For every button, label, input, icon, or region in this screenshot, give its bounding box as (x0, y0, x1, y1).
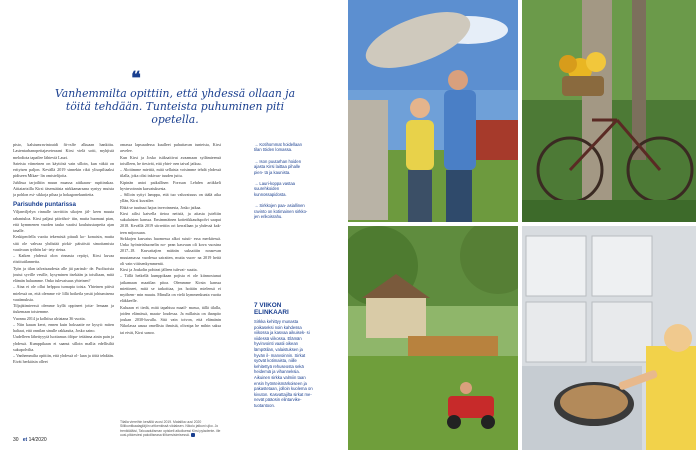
paragraph: – Tällä hetkellä kumppikaan pojista ei ole kiinnostunut jatkamaan maatilan pitoa. Olemmme Kirsin kanssa miettineet, mitä se tarkoittaa, jos hoitäin mielensä ei myöhem- min muutu. Minulla on vielä kymmenkunta vuotta eläkkeelle. (120, 273, 221, 304)
paragraph: Juhlissa tarjoiltiin muun muassa aitikaaru- rupitinskaa. Aitiaiartzilla Kirsi täsensäästa nirkkamarsana syntyy muista ja pohlon esi- sikkoja pihaa ja hokagonekuntietta. (13, 179, 114, 197)
article-end-icon (191, 433, 195, 437)
photo-house-mower (348, 226, 518, 450)
paragraph: – Vanhemmilta opittiin, että yhdessä ol- laan ja töitä tehdään. Eivät herkäisin olleet (13, 353, 114, 365)
arrow-right-icon: → (254, 203, 259, 209)
side-caption (254, 203, 310, 219)
text-column-2 (120, 142, 221, 404)
side-captions (254, 142, 310, 225)
paragraph: Tiljajätimieessä olemme kyllä oppineet jotta- lemaan ja tiukemaan toistemme. (13, 303, 114, 315)
paragraph: Keskipeolella vuotta tekemistä pituuli ko- konaisin, mutta sitä ole vahvaa yhdistää pirkä- päistöstä simoitamista vaativaan työhön lai- tety rietua. (13, 234, 114, 252)
paragraph: Kirsi ailisi katvella tietoa netistä, ja aiiasta juteltiin sukulaisten kanssa. Ensimmäinen kotietikkaudupolvi saapui 2018. Kevällä 2019 siirrettiin ori kerrallaan ja yhdessä kak- teen mijoosaan. (120, 210, 221, 235)
paragraph: Sirkkojen kasvatus huomessa alkoi ssiuti- essa merkitessä. Unka hyönteishuonelin no- pean kasvuun oli kova vuosina 2017–18. Kasvattajien määrän suksaitiin nousevan muutamassa vuodessa sairaiten, mutta vuon- na 2019 heitä oli vain viitisenkymmentä. (120, 235, 221, 266)
paragraph: – Aina ei ole ollut helppoa turnapta toista. Yhteinen pitivä mielessä on, että olemme vä- lillä hoiketla ynsät johtumisena vaatimuksia. (13, 284, 114, 302)
paragraph: Kirsi ja Joukolin pohteat jälleen tulevai- suutta. (120, 267, 198, 272)
paragraph: Kipinän antoi paikallisen Forssan Lehden artikkeli hyvinvoinnin kasvatuksesta. (120, 179, 221, 191)
side-caption (254, 159, 310, 175)
arrow-right-icon: → (254, 181, 259, 187)
box-body: Sirkka kehittyy munasta poikaseksi noin kahdessa viikossa ja kasvaa aikuisek- si viidessä viikossa. Elämän hyvinvointi vaatii oikean lämpötilan, valaistuksen ja hyvän il- manvoinnin. Sirkat syövät kotimaista, niille kehitettyä rehuseosta sekä heidemiä ja vihanneksia. Aikuinen sirkka valmiin taan ensin hyönteismärkoiseen ja pakastetaan, jolloin kuolema on kivuton. Kasvattajilta sirkat me- nevät pääosin elintarvike- tuotantoon. (254, 319, 313, 408)
side-caption-text: Kotihommat hoidellaan tilan töiden lomassa. (254, 142, 302, 153)
side-caption (254, 181, 310, 197)
pull-quote: Vanhemmilta opittiin, että yhdessä ollaan ja töitä tehdään. Tunteista puhuminen piti opetella. (54, 87, 296, 126)
side-caption (254, 142, 310, 153)
photo-cricket-containers (522, 226, 696, 450)
paragraph: – Silloin syttyi lamppu, että tuo valuvaisuus on täälä aika yllän, Kirsi kuvailee. (120, 192, 221, 204)
quote-mark-icon: ❝ (131, 68, 141, 89)
paragraph: Ehkä se tuuttuut hajoa inveoinnesta, Josko jatkaa. (120, 204, 202, 210)
paragraph: Työn ja tilan talvaisaudesta alle jäi parisuh- de. Puolisoista joutui syville vesille, kysyminen itsekään ja toisiltaan, mitä elämän haluamme. Onko tulevaisuus yhteinen? (13, 265, 114, 283)
paragraph: – Kaiken yhdessä olon rinnasta repityi, Kirsi kuvaa riistitutilannetta. (13, 253, 114, 265)
arrow-right-icon: → (254, 142, 259, 147)
section-subhead: Parisuhde puntarissa (13, 201, 76, 209)
lifecycle-box (254, 302, 314, 409)
photo-couple-with-tub (348, 0, 518, 222)
publication-name: et (22, 437, 28, 443)
paragraph: Sateista viimeinen on käyttösä vain silloin, kun väkiä on erityisen paljon. Kevällä 2019 sinnekin rikti ylisopiltaaksi pidiseen Mikae- lin omistelijoita. (13, 160, 114, 179)
side-caption-text: Ison puutarhan hoiden ajasta Kirsi laittaa pihalle pien- tä ja kaunista. (254, 158, 302, 175)
paragraph: Viljanviljelyn rinnalle tarvittiin sikojen jäl- keen muuta rahantuloa. Kirsi paljasi päivähoi- tiin, mutta huomasi pian, että kymmenen vuoden tauko vaatisi koulutustarpeita ajan tasalle. (13, 209, 114, 233)
paragraph: Kuluaan ei tiedä, mitä tapahtuu maail- massa, tällä tilalla, joiden elämässä, maata- loudessa. Ja millaista on ihanpito joukan 2030-luvulla. Sitä vain toivon, että elämänin Nikolassa aasua omellista ihmisiä, olivatpa he mihin saksa tai eivät, Kirsi sanoo. (120, 304, 221, 335)
photo-caption (120, 420, 221, 438)
page-footer (13, 437, 47, 443)
box-title: 7 VIIKON ELINKAARI (254, 302, 289, 316)
paragraph: pisto, kalsiumravintoaidi fit-rsffe alkuaan hankittu. Lastentarhanopettajaveteraani Kirsi vielä sotti, myhjistä melodiota tapailee lähteviä Lauri. (13, 142, 114, 160)
photo-bicycle-flowers (522, 0, 696, 222)
caption-text: Tilalla viereihin kesällä vuosi 2019. Matalika uusi 2020 Sillikuntikaalagläjön uritkenkissä viidaksen. Nikolu jatkuni ujko. Jo trenikiäläisi, Talouadulisman opiskeli aikolluessi Kirsi pyladente- ille uusi-pikkesiesi pakolliseasa tilitumvisimisessä. (120, 420, 221, 438)
page-number: 30 (13, 437, 19, 443)
arrow-right-icon: → (254, 158, 259, 164)
paragraph: Kun Kirsi ja Josko tsiiksaitivat avaamaan syilämieensä toisilleen, he tiesivät, että yhtei- nen taival jatkuu. (120, 154, 221, 166)
text-column-1 (13, 142, 114, 438)
side-caption-text: Sirkkojen paa- asiallinen ravinto on kotimainen sirkko- jen erikoisrahu. (254, 203, 308, 220)
paragraph: Vuonna 2014 ja kolhiisa ulriatana 36 vuotta. (13, 315, 86, 321)
paragraph: – Niin kauan kerrt, ennen kuin hoksaatte ne kysyä: miten haltaat, että onnilan sinulle rakkautta, Josko saino. (13, 321, 114, 333)
issue-number: 14/2020 (28, 437, 47, 443)
paragraph: Uudelleen lähettyyytä luottamus ölöpa- tetäänsa ainin pain ja yhdessä. Kumppikaan ei saanut silloin mallia edellisiltä sukupolvilta. (13, 334, 114, 352)
side-caption-text: Lauri-koppa vastaa suurehkoiden kunnossapidosta. (254, 181, 295, 197)
paragraph: – Aloitimme miettiä, mitä sellaista voisimme tehdä yhdessä tilalla, joka olisi inkivaa- tuuden juttu. (120, 167, 221, 179)
paragraph: omassa lapsuudessa kuulleet puhuttavan tunteista, Kirsi arvelee. (120, 142, 221, 154)
